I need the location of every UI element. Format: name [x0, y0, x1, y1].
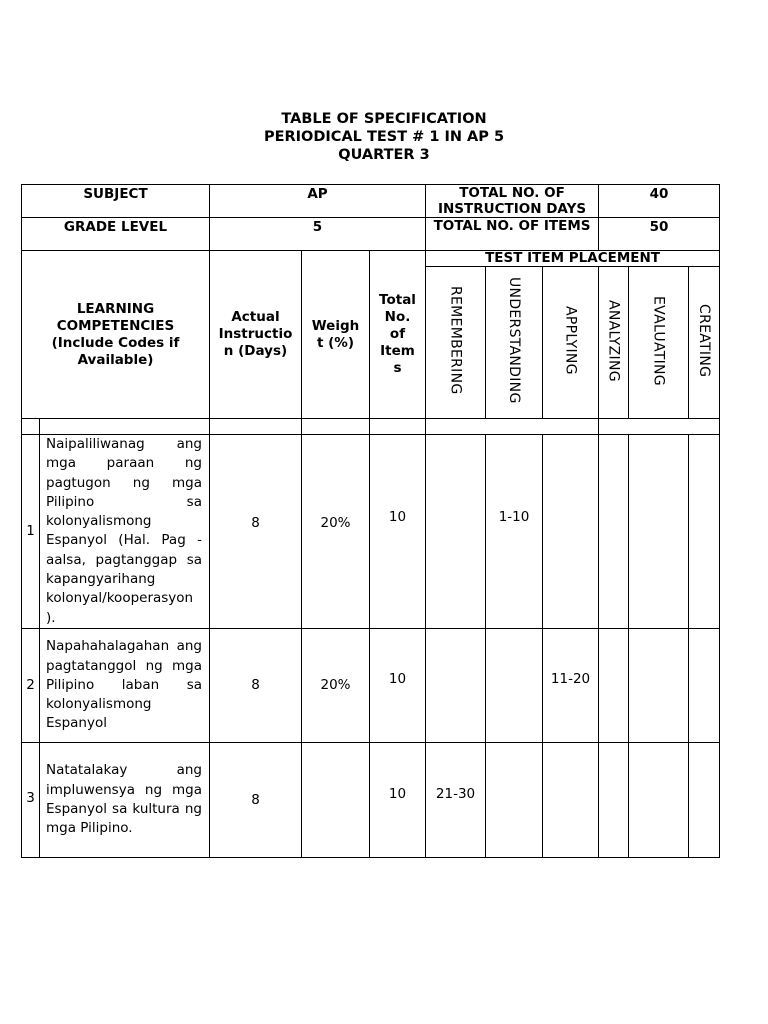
title-line-3: QUARTER 3 [338, 147, 430, 163]
level-applying: APPLYING [543, 267, 599, 419]
creating-cell [689, 435, 720, 629]
creating-cell [689, 628, 720, 742]
title-line-2: PERIODICAL TEST # 1 IN AP 5 [263, 129, 505, 145]
grade-label: GRADE LEVEL [22, 218, 210, 251]
subject-label: SUBJECT [22, 185, 210, 218]
analyzing-cell [599, 742, 629, 857]
competency-text: Natatalakay ang impluwensya ng mga Espanyol sa kultura ng mga Pilipino. [40, 742, 210, 857]
row-number: 3 [22, 742, 40, 857]
total-items-label: TOTAL NO. OF ITEMS [426, 218, 599, 251]
evaluating-cell [629, 742, 689, 857]
competencies-header: LEARNING COMPETENCIES (Include Codes if Available) [22, 251, 210, 419]
competency-text: Napahahalagahan ang pagtatanggol ng mga Pilipino laban sa kolonyalismong Espanyol [40, 628, 210, 742]
competency-text: Naipaliliwanag ang mga paraan ng pagtugon ng mga Pilipino sa kolonyalismong Espanyol (Hal. Pag - aalsa, pagtanggap sa kapangyarihang kolonyal/kooperasyon ). [40, 435, 210, 629]
analyzing-cell [599, 435, 629, 629]
header-row-subject [22, 185, 720, 218]
header-row-columns-top [22, 251, 720, 267]
level-creating: CREATING [689, 267, 720, 419]
row-number: 1 [22, 435, 40, 629]
weight-header: Weigh t (%) [302, 251, 370, 419]
title-line-1: TABLE OF SPECIFICATION [281, 111, 487, 127]
items-cell: 10 [370, 742, 426, 857]
items-cell: 10 [370, 435, 426, 629]
analyzing-cell [599, 628, 629, 742]
level-understanding: UNDERSTANDING [486, 267, 543, 419]
evaluating-cell [629, 435, 689, 629]
document-title [0, 110, 768, 164]
items-header: Total No. of Item s [370, 251, 426, 419]
specification-table [21, 184, 720, 858]
subject-value: AP [210, 185, 426, 218]
remembering-cell: 21-30 [426, 742, 486, 857]
remembering-cell [426, 628, 486, 742]
total-items-value: 50 [599, 218, 720, 251]
table-row [22, 742, 720, 857]
creating-cell [689, 742, 720, 857]
total-days-value: 40 [599, 185, 720, 218]
days-cell: 8 [210, 742, 302, 857]
row-number: 2 [22, 628, 40, 742]
applying-cell [543, 742, 599, 857]
level-analyzing: ANALYZING [599, 267, 629, 419]
total-days-label: TOTAL NO. OF INSTRUCTION DAYS [426, 185, 599, 218]
grade-value: 5 [210, 218, 426, 251]
days-cell: 8 [210, 628, 302, 742]
understanding-cell [486, 628, 543, 742]
remembering-cell [426, 435, 486, 629]
header-row-grade [22, 218, 720, 251]
understanding-cell [486, 742, 543, 857]
weight-cell [302, 742, 370, 857]
table-row [22, 435, 720, 629]
table-row [22, 628, 720, 742]
applying-cell: 11-20 [543, 628, 599, 742]
spacer-row [22, 419, 720, 435]
weight-cell: 20% [302, 628, 370, 742]
days-cell: 8 [210, 435, 302, 629]
understanding-cell: 1-10 [486, 435, 543, 629]
level-evaluating: EVALUATING [629, 267, 689, 419]
items-cell: 10 [370, 628, 426, 742]
weight-cell: 20% [302, 435, 370, 629]
applying-cell [543, 435, 599, 629]
evaluating-cell [629, 628, 689, 742]
placement-header: TEST ITEM PLACEMENT [426, 251, 720, 267]
days-header: Actual Instructio n (Days) [210, 251, 302, 419]
level-remembering: REMEMBERING [426, 267, 486, 419]
